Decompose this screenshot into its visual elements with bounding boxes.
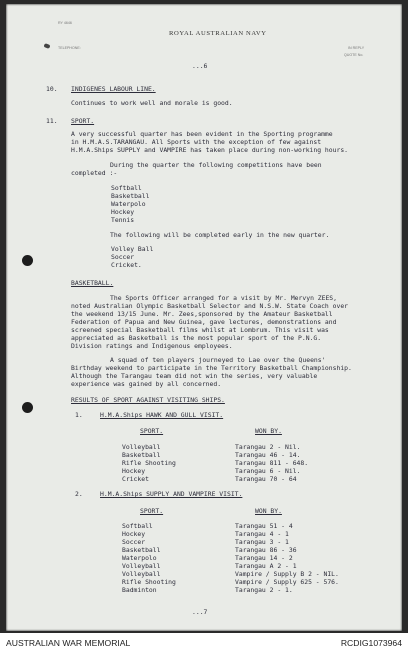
- results-group-2-sport-header: SPORT.: [140, 507, 164, 515]
- early-quarter-line: The following will be completed early in the new quarter.: [110, 231, 330, 239]
- telephone-label: TELEPHONE:: [58, 46, 81, 50]
- upcoming-sport: Soccer: [111, 253, 135, 261]
- result-winner: Tarangau 14 - 2: [235, 554, 293, 562]
- section-10-heading: INDIGENES LABOUR LINE.: [71, 85, 156, 93]
- section-11-number: 11.: [46, 117, 58, 125]
- section-11-heading: SPORT.: [71, 117, 95, 125]
- result-sport: Hockey: [122, 530, 146, 538]
- in-reply-label: IN REPLY: [348, 46, 365, 50]
- document-page: [6, 4, 402, 631]
- sport-para-line: in H.M.A.S.TARANGAU. All Sports with the exception of few against: [71, 138, 322, 146]
- punch-hole: [22, 255, 33, 266]
- letterhead-title: ROYAL AUSTRALIAN NAVY: [169, 30, 267, 37]
- basketball-para-line: screened special Basketball films whilst at Lombrum. This visit was: [71, 326, 329, 334]
- upcoming-sport: Volley Ball: [111, 245, 154, 253]
- sport-para-line: During the quarter the following competitions have been: [110, 161, 322, 169]
- basketball-para-line: The Sports Officer arranged for a visit by Mr. Mervyn ZEES,: [110, 294, 338, 302]
- result-winner: Vampire / Supply B 2 - NIL.: [235, 570, 339, 578]
- result-winner: Tarangau 86 - 36: [235, 546, 297, 554]
- sport-para-line: completed :-: [71, 169, 118, 177]
- basketball-para-line: Division ratings and Indigenous employees.: [71, 342, 233, 350]
- completed-sport: Softball: [111, 184, 142, 192]
- upcoming-sport: Cricket.: [111, 261, 142, 269]
- completed-sport: Basketball: [111, 192, 150, 200]
- completed-sport: Hockey: [111, 208, 135, 216]
- basketball-para-line: Although the Tarangau team did not win the series, very valuable: [71, 372, 318, 380]
- archive-id: RCDIG1073964: [340, 638, 402, 648]
- result-sport: Waterpolo: [122, 554, 157, 562]
- result-winner: Tarangau 811 - 648.: [235, 459, 309, 467]
- basketball-para-line: Federation of Papua and New Guinea, gave lectures, demonstrations and: [71, 318, 337, 326]
- result-winner: Tarangau 51 - 4: [235, 522, 293, 530]
- basketball-para-line: A squad of ten players journeyed to Lae over the Queens': [110, 356, 326, 364]
- result-sport: Volleyball: [122, 570, 161, 578]
- ink-mark: [43, 43, 50, 49]
- sport-para-line: H.M.A.Ships SUPPLY and VAMPIRE has taken place during non-working hours.: [71, 146, 349, 154]
- section-10-body: Continues to work well and morale is good.: [71, 99, 233, 107]
- results-group-2-title: H.M.A.Ships SUPPLY AND VAMPIRE VISIT.: [100, 490, 243, 498]
- result-winner: Tarangau 3 - 1: [235, 538, 289, 546]
- archive-name: AUSTRALIAN WAR MEMORIAL: [6, 638, 131, 648]
- result-winner: Vampire / Supply 625 - 576.: [235, 578, 339, 586]
- results-group-2-number: 2.: [75, 490, 83, 498]
- result-winner: Tarangau 4 - 1: [235, 530, 289, 538]
- completed-sport: Tennis: [111, 216, 135, 224]
- punch-hole: [22, 402, 33, 413]
- next-page-marker: ...7: [192, 608, 208, 616]
- result-sport: Basketball: [122, 546, 161, 554]
- letterhead-code: RY 4646: [58, 21, 72, 25]
- result-winner: Tarangau 6 - Nil.: [235, 467, 301, 475]
- results-group-1-won-header: WON BY.: [255, 427, 282, 435]
- result-sport: Rifle Shooting: [122, 459, 176, 467]
- completed-sport: Waterpolo: [111, 200, 146, 208]
- result-sport: Softball: [122, 522, 153, 530]
- basketball-para-line: experience was gained by all concerned.: [71, 380, 222, 388]
- result-winner: Tarangau 70 - 64: [235, 475, 297, 483]
- result-winner: Tarangau 46 - 14.: [235, 451, 301, 459]
- result-sport: Soccer: [122, 538, 146, 546]
- basketball-para-line: Birthday weekend to participate in the Territory Basketball Championship.: [71, 364, 352, 372]
- result-sport: Cricket: [122, 475, 149, 483]
- result-winner: Tarangau 2 - 1.: [235, 586, 293, 594]
- result-sport: Volleyball: [122, 443, 161, 451]
- basketball-para-line: the weekend 13/15 June. Mr. Zees,sponsored by the Amateur Basketball: [71, 310, 333, 318]
- sport-para-line: A very successful quarter has been evident in the Sporting programme: [71, 130, 333, 138]
- result-winner: Tarangau A 2 - 1: [235, 562, 297, 570]
- results-group-2-won-header: WON BY.: [255, 507, 282, 515]
- quote-no-label: QUOTE No.: [344, 53, 364, 57]
- basketball-para-line: noted Australian Olympic Basketball Selector and N.S.W. State Coach over: [71, 302, 349, 310]
- basketball-para-line: appreciated as Basketball is the most popular sport of the P.N.G.: [71, 334, 322, 342]
- section-10-number: 10.: [46, 85, 58, 93]
- page-marker: ...6: [192, 62, 208, 70]
- results-group-1-title: H.M.A.Ships HAWK AND GULL VISIT.: [100, 411, 224, 419]
- results-heading: RESULTS OF SPORT AGAINST VISITING SHIPS.: [71, 396, 225, 404]
- result-sport: Badminton: [122, 586, 157, 594]
- result-sport: Basketball: [122, 451, 161, 459]
- results-group-1-number: 1.: [75, 411, 83, 419]
- result-sport: Rifle Shooting: [122, 578, 176, 586]
- results-group-1-sport-header: SPORT.: [140, 427, 164, 435]
- result-sport: Volleyball: [122, 562, 161, 570]
- result-sport: Hockey: [122, 467, 146, 475]
- archive-footer: [0, 633, 408, 653]
- basketball-heading: BASKETBALL.: [71, 279, 114, 287]
- result-winner: Tarangau 2 - Nil.: [235, 443, 301, 451]
